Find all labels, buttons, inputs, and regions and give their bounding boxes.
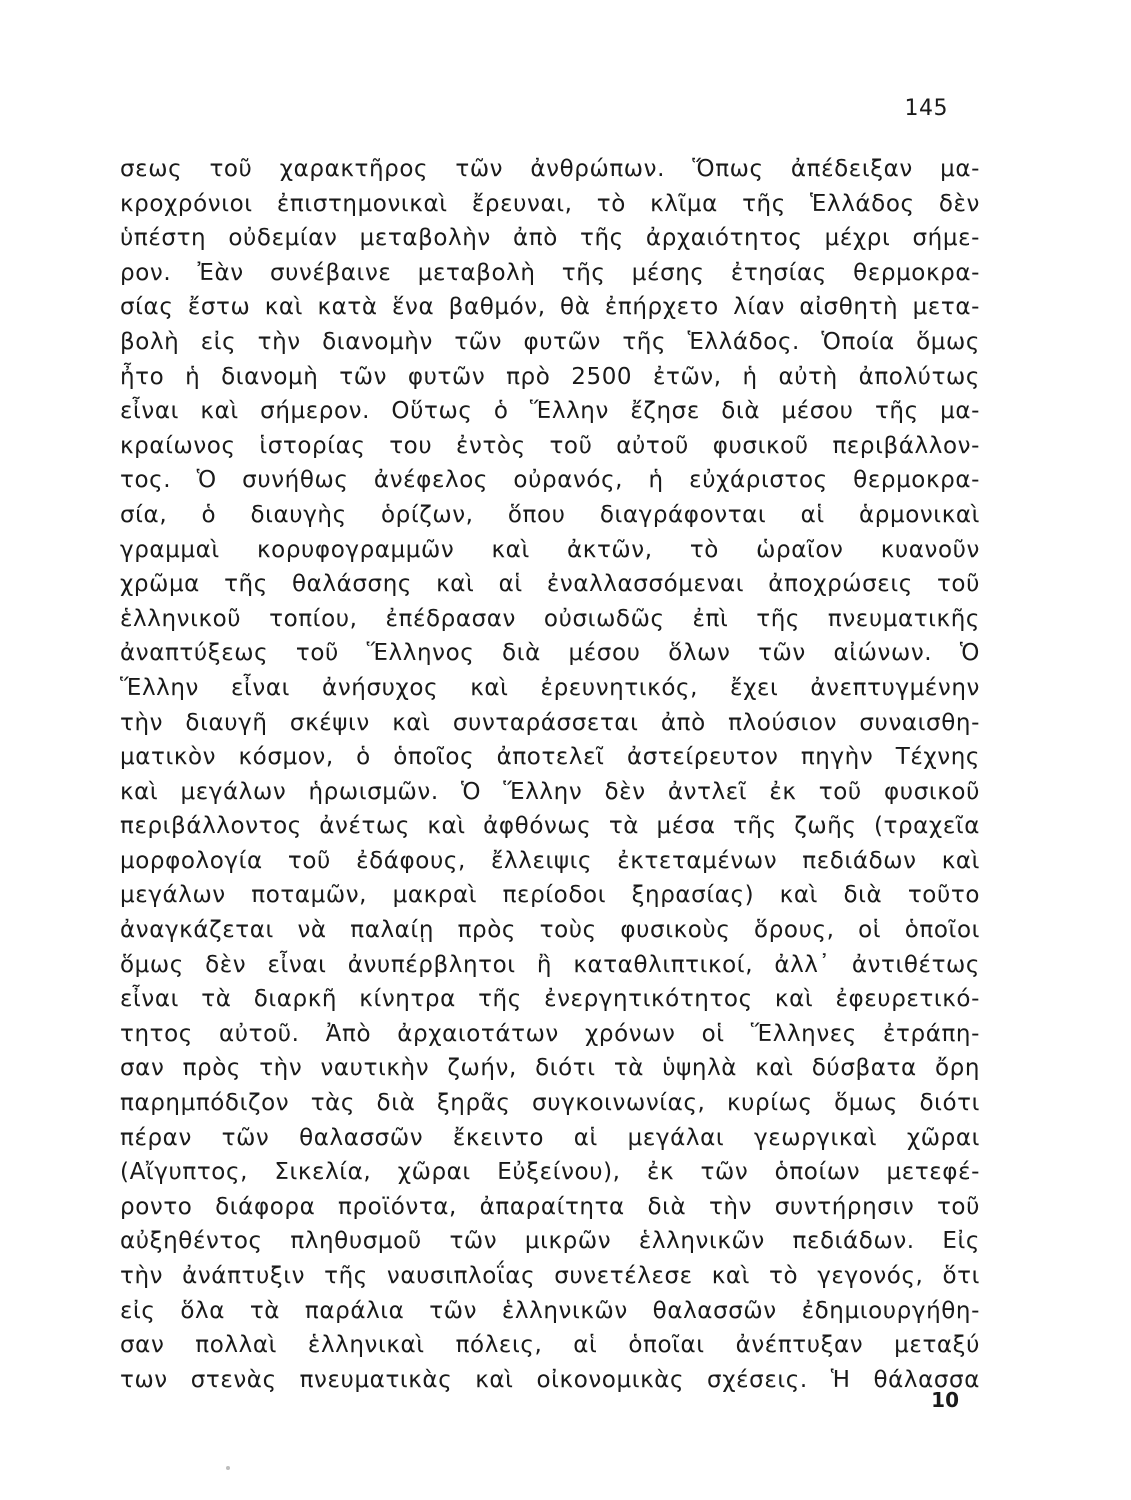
text-line: κροχρόνιοι ἐπιστημονικαὶ ἔρευναι, τὸ κλῖμα τῆς Ἑλλάδος δὲν — [120, 190, 980, 217]
text-line: τος. Ὁ συνήθως ἀνέφελος οὐρανός, ἡ εὐχάριστος θερμοκρα- — [120, 467, 980, 494]
text-line: ἀναπτύξεως τοῦ Ἕλληνος διὰ μέσου ὅλων τῶν αἰώνων. Ὁ — [120, 640, 980, 667]
text-line: μορφολογία τοῦ ἐδάφους, ἔλλειψις ἐκτεταμένων πεδιάδων καὶ — [120, 847, 980, 874]
text-line: σαν πολλαὶ ἑλληνικαὶ πόλεις, αἱ ὁποῖαι ἀνέπτυξαν μεταξύ — [120, 1332, 980, 1359]
printer-signature-mark: 10 — [931, 1388, 959, 1412]
text-line: ἑλληνικοῦ τοπίου, ἐπέδρασαν οὐσιωδῶς ἐπὶ τῆς πνευματικῆς — [120, 605, 980, 632]
text-line: παρημπόδιζον τὰς διὰ ξηρᾶς συγκοινωνίας, κυρίως ὅμως διότι — [120, 1090, 980, 1117]
text-line: πέραν τῶν θαλασσῶν ἔκειντο αἱ μεγάλαι γεωργικαὶ χῶραι — [120, 1124, 980, 1151]
text-line: περιβάλλοντος ἀνέτως καὶ ἀφθόνως τὰ μέσα τῆς ζωῆς (τραχεῖα — [120, 813, 980, 840]
text-line: σία, ὁ διαυγὴς ὁρίζων, ὅπου διαγράφονται αἱ ἁρμονικαὶ — [120, 501, 980, 528]
text-line: (Αἴγυπτος, Σικελία, χῶραι Εὐξείνου), ἐκ τῶν ὁποίων μετεφέ- — [120, 1159, 980, 1186]
text-line: καὶ μεγάλων ἡρωισμῶν. Ὁ Ἕλλην δὲν ἀντλεῖ ἐκ τοῦ φυσικοῦ — [120, 778, 980, 805]
text-line: ἀναγκάζεται νὰ παλαίῃ πρὸς τοὺς φυσικοὺς ὅρους, οἱ ὁποῖοι — [120, 917, 980, 944]
text-line: σεως τοῦ χαρακτῆρος τῶν ἀνθρώπων. Ὅπως ἀπέδειξαν μα- — [120, 156, 980, 182]
text-line: αὐξηθέντος πληθυσμοῦ τῶν μικρῶν ἑλληνικῶν πεδιάδων. Εἰς — [120, 1228, 980, 1255]
text-line: ὅμως δὲν εἶναι ἀνυπέρβλητοι ἢ καταθλιπτικοί, ἀλλ᾽ ἀντιθέτως — [120, 951, 980, 978]
text-line: ἦτο ἡ διανομὴ τῶν φυτῶν πρὸ 2500 ἐτῶν, ἡ αὐτὴ ἀπολύτως — [120, 363, 980, 390]
text-line: σίας ἔστω καὶ κατὰ ἕνα βαθμόν, θὰ ἐπήρχετο λίαν αἰσθητὴ μετα- — [120, 294, 980, 321]
text-line: βολὴ εἰς τὴν διανομὴν τῶν φυτῶν τῆς Ἑλλάδος. Ὁποία ὅμως — [120, 328, 980, 355]
text-line: μεγάλων ποταμῶν, μακραὶ περίοδοι ξηρασίας) καὶ διὰ τοῦτο — [120, 882, 980, 909]
text-line: εἰς ὅλα τὰ παράλια τῶν ἑλληνικῶν θαλασσῶν ἐδημιουργήθη- — [120, 1297, 980, 1324]
text-line: γραμμαὶ κορυφογραμμῶν καὶ ἀκτῶν, τὸ ὡραῖον κυανοῦν — [120, 536, 980, 563]
text-line: εἶναι καὶ σήμερον. Οὕτως ὁ Ἕλλην ἔζησε διὰ μέσου τῆς μα- — [120, 398, 980, 425]
text-line: τὴν ἀνάπτυξιν τῆς ναυσιπλοΐας συνετέλεσε καὶ τὸ γεγονός, ὅτι — [120, 1263, 980, 1289]
text-line: ματικὸν κόσμον, ὁ ὁποῖος ἀποτελεῖ ἀστείρευτον πηγὴν Τέχνης — [120, 744, 980, 771]
page-number: 145 — [904, 96, 948, 121]
text-line: τητος αὐτοῦ. Ἀπὸ ἀρχαιοτάτων χρόνων οἱ Ἕλληνες ἐτράπη- — [120, 1020, 980, 1047]
text-line: σαν πρὸς τὴν ναυτικὴν ζωήν, διότι τὰ ὑψηλὰ καὶ δύσβατα ὄρη — [120, 1055, 980, 1082]
text-line: ὑπέστη οὐδεμίαν μεταβολὴν ἀπὸ τῆς ἀρχαιότητος μέχρι σήμε- — [120, 225, 980, 252]
text-line: εἶναι τὰ διαρκῆ κίνητρα τῆς ἐνεργητικότητος καὶ ἐφευρετικό- — [120, 986, 980, 1013]
paper-speck — [226, 1466, 230, 1470]
text-line: κραίωνος ἱστορίας του ἐντὸς τοῦ αὐτοῦ φυσικοῦ περιβάλλον- — [120, 432, 980, 459]
text-line: των στενὰς πνευματικὰς καὶ οἰκονομικὰς σχέσεις. Ἡ θάλασσα — [120, 1366, 980, 1393]
text-line: χρῶμα τῆς θαλάσσης καὶ αἱ ἐναλλασσόμεναι ἀποχρώσεις τοῦ — [120, 571, 980, 598]
text-line: τὴν διαυγῆ σκέψιν καὶ συνταράσσεται ἀπὸ πλούσιον συναισθη- — [120, 709, 980, 736]
text-line: ροντο διάφορα προϊόντα, ἀπαραίτητα διὰ τὴν συντήρησιν τοῦ — [120, 1193, 980, 1220]
text-line: ρον. Ἐὰν συνέβαινε μεταβολὴ τῆς μέσης ἐτησίας θερμοκρα- — [120, 259, 980, 286]
body-text — [120, 152, 980, 1397]
text-line: Ἕλλην εἶναι ἀνήσυχος καὶ ἐρευνητικός, ἔχει ἀνεπτυγμένην — [120, 674, 980, 701]
